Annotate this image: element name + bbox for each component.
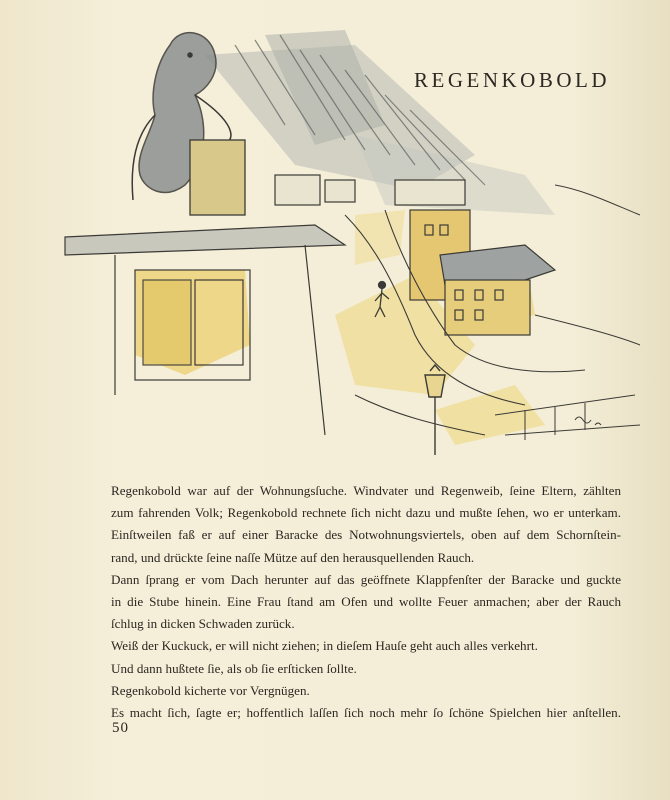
text-line: zum fahrenden Volk; Regenkobold rechnete ſich nicht dazu und mußte ſehen, wo er unterkam. <box>111 505 621 521</box>
text-line: Dann ſprang er vom Dach herunter auf das geöffnete Klappfenſter der Baracke und guckte <box>111 571 621 587</box>
text-line: Weiß der Kuckuck, er will nicht ziehen; in dieſem Hauſe geht auch alles verkehrt. <box>111 638 538 654</box>
chimney <box>190 140 245 215</box>
page-number: 50 <box>112 720 129 736</box>
page-title: REGENKOBOLD <box>414 68 610 92</box>
artist-signature <box>575 417 601 425</box>
rain-wash <box>205 30 555 215</box>
body-text <box>111 480 621 724</box>
text-line: ſchlug in dicken Schwaden zurück. <box>111 616 295 632</box>
text-line: Regenkobold kicherte vor Vergnügen. <box>111 682 310 698</box>
text-line: Einſtweilen faß er auf einer Baracke des Notwohnungsviertels, oben auf dem Schornſtein- <box>111 527 621 543</box>
text-line: Regenkobold war auf der Wohnungsſuche. Windvater und Regenweib, ſeine Eltern, zählten <box>111 483 621 498</box>
text-line: rand, und drückte ſeine naſſe Mütze auf den herausquellenden Rauch. <box>111 549 475 565</box>
text-line: Es macht ſich, ſagte er; hoffentlich laſſen ſich noch mehr ſo ſchöne Spielchen hier anſtellen. <box>111 704 621 720</box>
text-line: Und dann hußtete ſie, als ob ſie erſticken ſollte. <box>111 660 357 676</box>
barrack-roof <box>65 225 345 255</box>
text-line: in die Stube hinein. Eine Frau ſtand am Ofen und wollte Feuer anmachen; aber der Rauch <box>111 593 621 609</box>
